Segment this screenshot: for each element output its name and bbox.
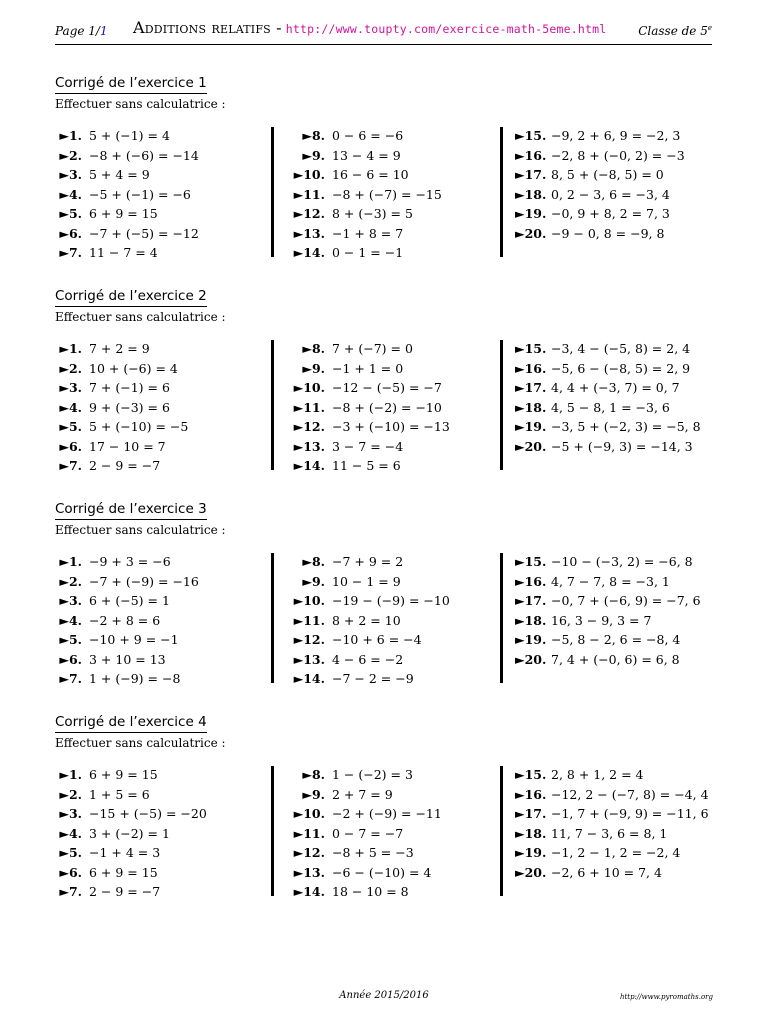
page-header (55, 20, 712, 45)
item-expression: −2, 8 + (−0, 2) = −3 (551, 147, 685, 163)
item-number: ►19. (515, 206, 547, 221)
answer-item (286, 573, 401, 591)
item-number: ►4. (59, 612, 82, 628)
item-number: ►11. (293, 825, 325, 841)
answers-column-1 (57, 127, 269, 260)
item-expression: 6 + 9 = 15 (89, 206, 158, 221)
item-expression: −5 + (−9, 3) = −14, 3 (551, 438, 693, 454)
answer-item (57, 786, 150, 804)
item-number: ►9. (302, 147, 325, 163)
item-number: ►14. (293, 884, 325, 899)
item-number: ►15. (515, 554, 547, 569)
answer-item (57, 340, 150, 358)
answers-column-3 (500, 553, 715, 683)
answer-item (515, 225, 664, 243)
answer-item (286, 457, 401, 475)
item-expression: 10 − 1 = 9 (332, 573, 401, 589)
answer-item (57, 186, 191, 204)
item-number: ►17. (515, 167, 547, 182)
item-expression: 7, 4 + (−0, 6) = 6, 8 (551, 651, 680, 667)
item-expression: 11, 7 − 3, 6 = 8, 1 (551, 825, 668, 841)
item-number: ►7. (59, 245, 82, 260)
item-number: ►5. (59, 206, 82, 221)
item-expression: 7 + (−7) = 0 (332, 341, 413, 356)
item-expression: −7 + (−5) = −12 (89, 225, 199, 241)
item-number: ►14. (293, 245, 325, 260)
answers-column-1 (57, 553, 269, 686)
section-instruction: Effectuer sans calculatrice : (55, 310, 226, 324)
item-number: ►7. (59, 458, 82, 473)
item-number: ►10. (293, 806, 325, 821)
answer-item (286, 553, 403, 571)
answer-item (515, 186, 670, 204)
item-number: ►16. (515, 573, 547, 589)
item-expression: 6 + (−5) = 1 (89, 593, 170, 608)
item-expression: 11 − 5 = 6 (332, 458, 401, 473)
answer-item (515, 553, 693, 571)
header-url-link[interactable]: http://www.toupty.com/exercice-math-5eme.html (285, 22, 607, 36)
item-expression: 3 + (−2) = 1 (89, 825, 170, 841)
item-expression: 6 + 9 = 15 (89, 864, 158, 880)
item-number: ►8. (302, 554, 325, 569)
item-expression: −7 − 2 = −9 (332, 671, 414, 686)
item-expression: 8 + 2 = 10 (332, 612, 401, 628)
item-number: ►7. (59, 884, 82, 899)
item-expression: −15 + (−5) = −20 (89, 806, 207, 821)
item-number: ►17. (515, 593, 547, 608)
item-number: ►15. (515, 341, 547, 356)
item-expression: 17 − 10 = 7 (89, 438, 166, 454)
item-number: ►2. (59, 786, 82, 802)
class-level (638, 24, 712, 38)
answer-item (57, 805, 207, 823)
item-number: ►18. (515, 825, 547, 841)
item-expression: −5, 6 − (−8, 5) = 2, 9 (551, 360, 691, 376)
item-expression: −2 + 8 = 6 (89, 612, 161, 628)
item-number: ►17. (515, 806, 547, 821)
answer-item (286, 379, 442, 397)
answer-item (57, 399, 170, 417)
item-number: ►19. (515, 419, 547, 434)
page-total-link[interactable]: 1 (99, 24, 108, 38)
item-expression: 10 + (−6) = 4 (89, 360, 178, 376)
answer-item (515, 651, 680, 669)
section-title: Corrigé de l’exercice 3 (55, 501, 207, 520)
item-expression: −12, 2 − (−7, 8) = −4, 4 (551, 786, 709, 802)
item-number: ►16. (515, 786, 547, 802)
item-expression: −8 + (−7) = −15 (332, 186, 442, 202)
item-expression: −10 + 9 = −1 (89, 632, 179, 647)
item-expression: −1 + 4 = 3 (89, 845, 161, 860)
title-text: Additions relatifs - (133, 18, 282, 37)
answer-item (286, 186, 442, 204)
item-expression: 5 + (−10) = −5 (89, 419, 189, 434)
item-number: ►9. (302, 360, 325, 376)
item-number: ►17. (515, 380, 547, 395)
item-number: ►8. (302, 767, 325, 782)
answer-item (286, 205, 413, 223)
section-instruction: Effectuer sans calculatrice : (55, 523, 226, 537)
item-expression: −10 − (−3, 2) = −6, 8 (551, 554, 693, 569)
item-number: ►9. (302, 786, 325, 802)
item-number: ►10. (293, 380, 325, 395)
item-number: ►2. (59, 147, 82, 163)
answer-item (515, 786, 709, 804)
item-number: ►3. (59, 167, 82, 182)
answer-item (286, 766, 413, 784)
item-number: ►13. (293, 651, 325, 667)
answer-item (515, 844, 680, 862)
item-number: ►4. (59, 399, 82, 415)
answer-item (286, 864, 431, 882)
answer-item (286, 360, 403, 378)
item-number: ►4. (59, 825, 82, 841)
item-number: ►16. (515, 360, 547, 376)
item-expression: −1 + 1 = 0 (332, 360, 404, 376)
item-expression: −19 − (−9) = −10 (332, 593, 450, 608)
answer-item (286, 127, 403, 145)
item-expression: 9 + (−3) = 6 (89, 399, 170, 415)
answer-item (515, 340, 690, 358)
answer-item (286, 399, 442, 417)
item-expression: 11 − 7 = 4 (89, 245, 158, 260)
answers-column-2 (271, 340, 494, 473)
answer-item (286, 147, 401, 165)
item-expression: 16, 3 − 9, 3 = 7 (551, 612, 652, 628)
item-number: ►15. (515, 767, 547, 782)
answer-item (515, 612, 651, 630)
footer-url-link[interactable]: http://www.pyromaths.org (619, 993, 713, 1001)
item-number: ►11. (293, 612, 325, 628)
answer-item (515, 825, 667, 843)
answer-item (57, 553, 171, 571)
item-number: ►5. (59, 845, 82, 860)
item-number: ►10. (293, 167, 325, 182)
item-expression: 0 − 7 = −7 (332, 825, 404, 841)
answer-item (57, 592, 170, 610)
answer-item (286, 612, 401, 630)
item-number: ►20. (515, 225, 547, 241)
item-number: ►6. (59, 651, 82, 667)
item-expression: −3 + (−10) = −13 (332, 419, 450, 434)
section-title: Corrigé de l’exercice 2 (55, 288, 207, 307)
item-number: ►20. (515, 438, 547, 454)
item-expression: 18 − 10 = 8 (332, 884, 409, 899)
answer-item (57, 205, 158, 223)
answer-item (286, 225, 403, 243)
item-number: ►5. (59, 632, 82, 647)
exercise-section-3 (55, 501, 715, 701)
answer-item (515, 766, 644, 784)
answer-item (515, 399, 670, 417)
item-expression: −2 + (−9) = −11 (332, 806, 442, 821)
exercise-section-1 (55, 75, 715, 275)
item-number: ►5. (59, 419, 82, 434)
section-title: Corrigé de l’exercice 4 (55, 714, 207, 733)
answer-item (515, 592, 701, 610)
item-expression: 3 − 7 = −4 (332, 438, 404, 454)
item-expression: −0, 9 + 8, 2 = 7, 3 (551, 206, 670, 221)
item-number: ►3. (59, 806, 82, 821)
item-number: ►12. (293, 632, 325, 647)
answer-item (515, 205, 670, 223)
answer-item (57, 360, 178, 378)
answer-item (286, 825, 403, 843)
item-number: ►13. (293, 438, 325, 454)
answer-item (286, 592, 450, 610)
item-expression: 8, 5 + (−8, 5) = 0 (551, 167, 664, 182)
item-expression: −8 + 5 = −3 (332, 845, 414, 860)
answer-item (515, 418, 701, 436)
footer-year: Année 2015/2016 (339, 990, 429, 1001)
item-number: ►6. (59, 225, 82, 241)
answers-column-1 (57, 340, 269, 473)
answer-item (57, 631, 179, 649)
item-expression: 0 − 6 = −6 (332, 128, 404, 143)
item-number: ►13. (293, 864, 325, 880)
answers-column-3 (500, 766, 715, 896)
answer-item (57, 438, 166, 456)
item-expression: 5 + (−1) = 4 (89, 128, 170, 143)
answer-item (57, 864, 158, 882)
item-number: ►6. (59, 438, 82, 454)
answers-column-2 (271, 766, 494, 899)
item-expression: −9, 2 + 6, 9 = −2, 3 (551, 128, 681, 143)
item-expression: 4, 4 + (−3, 7) = 0, 7 (551, 380, 680, 395)
section-instruction: Effectuer sans calculatrice : (55, 736, 226, 750)
section-instruction: Effectuer sans calculatrice : (55, 97, 226, 111)
item-number: ►1. (59, 554, 82, 569)
item-expression: −2, 6 + 10 = 7, 4 (551, 864, 662, 880)
answer-item (286, 166, 409, 184)
answers-column-2 (271, 127, 494, 260)
item-number: ►12. (293, 845, 325, 860)
answer-item (57, 418, 188, 436)
answer-item (57, 379, 170, 397)
item-number: ►6. (59, 864, 82, 880)
answer-item (286, 844, 414, 862)
item-expression: 2, 8 + 1, 2 = 4 (551, 767, 644, 782)
item-expression: −8 + (−2) = −10 (332, 399, 442, 415)
item-number: ►10. (293, 593, 325, 608)
item-number: ►9. (302, 573, 325, 589)
item-expression: −3, 4 − (−5, 8) = 2, 4 (551, 341, 691, 356)
item-number: ►13. (293, 225, 325, 241)
item-number: ►20. (515, 651, 547, 667)
item-expression: 3 + 10 = 13 (89, 651, 166, 667)
answer-item (57, 166, 150, 184)
item-number: ►18. (515, 399, 547, 415)
item-expression: −3, 5 + (−2, 3) = −5, 8 (551, 419, 701, 434)
answer-item (515, 631, 680, 649)
item-number: ►14. (293, 671, 325, 686)
item-expression: −9 − 0, 8 = −9, 8 (551, 225, 665, 241)
item-expression: 4, 7 − 7, 8 = −3, 1 (551, 573, 670, 589)
answer-item (286, 438, 403, 456)
exercise-section-4 (55, 714, 715, 914)
answer-item (515, 147, 685, 165)
answer-item (57, 766, 158, 784)
item-expression: −1, 7 + (−9, 9) = −11, 6 (551, 806, 709, 821)
answer-item (286, 651, 403, 669)
item-number: ►1. (59, 128, 82, 143)
answer-item (57, 457, 160, 475)
item-number: ►20. (515, 864, 547, 880)
item-number: ►19. (515, 845, 547, 860)
item-number: ►15. (515, 128, 547, 143)
item-number: ►7. (59, 671, 82, 686)
page-number (55, 24, 108, 38)
answer-item (286, 883, 409, 901)
answer-item (515, 864, 662, 882)
item-number: ►19. (515, 632, 547, 647)
item-expression: −7 + 9 = 2 (332, 554, 404, 569)
item-expression: −7 + (−9) = −16 (89, 573, 199, 589)
answer-item (57, 883, 160, 901)
answers-column-3 (500, 127, 715, 257)
item-expression: 7 + 2 = 9 (89, 341, 150, 356)
exercise-section-2 (55, 288, 715, 488)
answer-item (57, 573, 199, 591)
item-expression: 0 − 1 = −1 (332, 245, 404, 260)
answer-item (515, 379, 680, 397)
answer-item (286, 786, 393, 804)
item-expression: −10 + 6 = −4 (332, 632, 422, 647)
item-number: ►3. (59, 380, 82, 395)
item-expression: 13 − 4 = 9 (332, 147, 401, 163)
item-expression: 16 − 6 = 10 (332, 167, 409, 182)
answer-item (57, 651, 166, 669)
item-number: ►1. (59, 341, 82, 356)
item-number: ►3. (59, 593, 82, 608)
answer-item (515, 360, 690, 378)
item-expression: −6 − (−10) = 4 (332, 864, 432, 880)
item-number: ►4. (59, 186, 82, 202)
item-expression: 6 + 9 = 15 (89, 767, 158, 782)
answer-item (515, 805, 709, 823)
answers-column-3 (500, 340, 715, 470)
item-number: ►14. (293, 458, 325, 473)
answer-item (286, 244, 403, 262)
item-number: ►2. (59, 360, 82, 376)
item-expression: 4 − 6 = −2 (332, 651, 404, 667)
class-sup: e (707, 24, 712, 32)
section-title: Corrigé de l’exercice 1 (55, 75, 207, 94)
answer-item (515, 166, 664, 184)
item-expression: −12 − (−5) = −7 (332, 380, 442, 395)
answer-item (286, 670, 414, 688)
item-expression: 2 + 7 = 9 (332, 786, 393, 802)
answer-item (57, 127, 170, 145)
item-number: ►11. (293, 186, 325, 202)
answers-column-2 (271, 553, 494, 686)
item-number: ►12. (293, 419, 325, 434)
class-label: Classe de 5 (638, 24, 708, 38)
item-number: ►16. (515, 147, 547, 163)
answer-item (57, 244, 158, 262)
document-title (133, 18, 606, 37)
answer-item (57, 147, 199, 165)
item-number: ►18. (515, 186, 547, 202)
item-expression: 8 + (−3) = 5 (332, 206, 413, 221)
item-number: ►8. (302, 341, 325, 356)
item-expression: −8 + (−6) = −14 (89, 147, 199, 163)
page-label: Page 1/ (55, 24, 100, 38)
item-expression: −1 + 8 = 7 (332, 225, 404, 241)
item-expression: 7 + (−1) = 6 (89, 380, 170, 395)
item-expression: −0, 7 + (−6, 9) = −7, 6 (551, 593, 701, 608)
item-expression: 1 + 5 = 6 (89, 786, 150, 802)
answer-item (57, 225, 199, 243)
item-expression: 2 − 9 = −7 (89, 884, 161, 899)
item-expression: 1 − (−2) = 3 (332, 767, 413, 782)
item-expression: −5, 8 − 2, 6 = −8, 4 (551, 632, 681, 647)
item-expression: −9 + 3 = −6 (89, 554, 171, 569)
item-number: ►8. (302, 128, 325, 143)
answer-item (286, 340, 413, 358)
item-number: ►2. (59, 573, 82, 589)
answer-item (286, 631, 422, 649)
answer-item (57, 612, 160, 630)
item-expression: −5 + (−1) = −6 (89, 186, 191, 202)
answer-item (57, 825, 170, 843)
answer-item (286, 418, 450, 436)
item-expression: 1 + (−9) = −8 (89, 671, 181, 686)
item-expression: 4, 5 − 8, 1 = −3, 6 (551, 399, 670, 415)
answer-item (515, 438, 693, 456)
answers-column-1 (57, 766, 269, 899)
item-expression: 0, 2 − 3, 6 = −3, 4 (551, 186, 670, 202)
item-expression: 2 − 9 = −7 (89, 458, 161, 473)
item-number: ►1. (59, 767, 82, 782)
answer-item (515, 127, 680, 145)
item-number: ►11. (293, 399, 325, 415)
item-expression: −1, 2 − 1, 2 = −2, 4 (551, 845, 681, 860)
answer-item (57, 844, 160, 862)
answer-item (286, 805, 442, 823)
item-expression: 5 + 4 = 9 (89, 167, 150, 182)
item-number: ►18. (515, 612, 547, 628)
answer-item (515, 573, 670, 591)
item-number: ►12. (293, 206, 325, 221)
answer-item (57, 670, 180, 688)
